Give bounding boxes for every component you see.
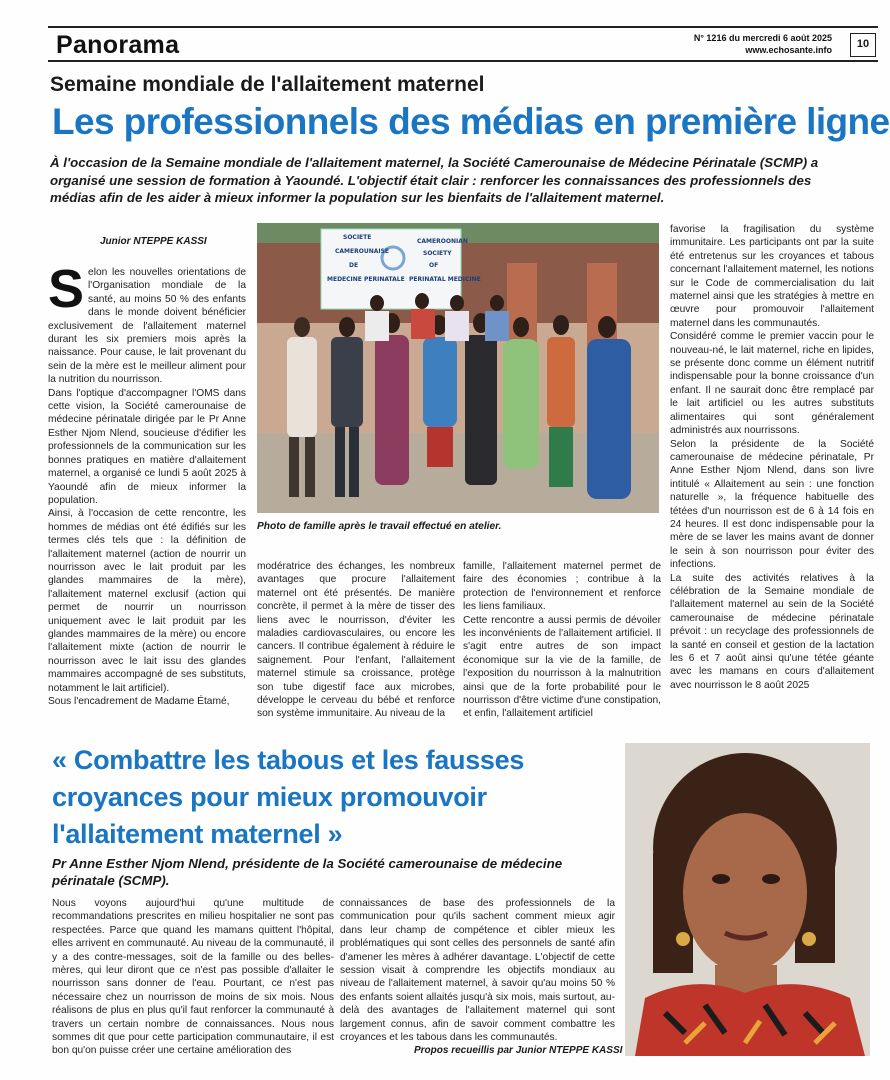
banner-text: MEDECINE PERINATALE <box>327 276 405 283</box>
article-column-3 <box>463 560 661 724</box>
paragraph: favorise la fragilisation du système immunitaire. Les participants ont par la suite été entretenus sur les croyances et tabous concernant l'allaitement maternel, les notions sur le Code de commercialisation du lait maternel ainsi que les stratégies à mettre en œuvre pour promouvoir l'allaitement maternel dans les communautés. <box>670 224 874 329</box>
article-column-1 <box>48 266 246 720</box>
section-title: Panorama <box>56 31 180 59</box>
interview-headline <box>52 742 612 853</box>
group-photo-illustration <box>257 223 659 513</box>
paragraph: Dans l'optique d'accompagner l'OMS dans cette vision, la Société camerounaise de médecine périnatale dirigée par le Pr Anne Esther Njom Nlend, soucieuse d'édifier les professionnels de la communication sur les bonnes pratiques en matière d'allaitement maternel, a organisé ce lundi 5 août 2025 à Yaoundé afin de mieux informer la population. <box>48 387 246 506</box>
group-photo <box>257 223 659 513</box>
website: www.echosante.info <box>745 45 832 55</box>
photo-caption: Photo de famille après le travail effectué en atelier. <box>257 521 502 532</box>
interview-credit: Propos recueillis par Junior NTEPPE KASSI <box>414 1045 623 1056</box>
paragraph: Nous voyons aujourd'hui qu'une multitude de recommandations prescrites en milieu hospitalier ne sont pas respectées. Parce que quand les mamans quittent l'hôpital, elles arrivent en communauté. Au niveau de la communauté, il y a des contre-messages, soit de la famille ou des belles-mères, qui leur diront que ce n'est pas possible d'allaiter le nourrisson sans donner de l'eau. Pourtant, ce n'est pas nécessaire chez un nourrisson de moins de six mois. Nous réalisons de plus en plus qu'il faut renforcer la communauté à travers un certain nombre de connaissances. Nous nous sommes dit que pour cette participation communautaire, il est bon qu'on puisse créer une certaine amélioration des <box>52 898 334 1057</box>
paragraph: famille, l'allaitement maternel permet de faire des économies ; contribue à la protection de l'environnement et renforce les liens familiaux. <box>463 561 661 613</box>
interview-subtitle: Pr Anne Esther Njom Nlend, présidente de la Société camerounaise de médecine périnatale (SCMP). <box>52 856 563 888</box>
paragraph: Considéré comme le premier vaccin pour le nouveau-né, le lait maternel, riche en lipides, se présente donc comme un élément nutritif indispensable pour la bonne croissance d'un enfant. Il ne saurait donc être remplacé par le lait artificiel ou les autres substituts alimentaires qui sont généralement administrés aux nourrissons. <box>670 331 874 437</box>
interview-column-1 <box>52 897 334 1062</box>
interview-column-2 <box>340 897 615 1043</box>
headline-line: croyances pour mieux promouvoir <box>52 782 487 812</box>
banner-text: SOCIETY <box>423 250 452 257</box>
paragraph: elon les nouvelles orientations de l'Organisation mondiale de la santé, au moins 50 % des enfants dans le monde doivent bénéficier exclusivement de l'allaitement maternel durant les six premiers mois après la naissance. Pour cause, le lait provenant du sein de la mère est le meilleur aliment pour la nutrition du nourrisson. <box>48 267 246 386</box>
banner-text: DE <box>349 262 359 269</box>
banner-text: CAMEROONIAN <box>417 238 468 245</box>
paragraph: modératrice des échanges, les nombreux avantages que procure l'allaitement maternel ont été présentés. De manière concrète, il permet à la mère de tisser des liens avec le nourrisson, d'éviter les maladies cardiovasculaires, ou encore les cancers. Il contribue également à réduire le saignement. Pour l'enfant, l'allaitement maternel stimule sa croissance, protège son tube digestif face aux microbes, développe le cerveau du bébé et renforce son système immunitaire. Au niveau de la <box>257 561 455 720</box>
byline: Junior NTEPPE KASSI <box>100 236 207 247</box>
headline-line: l'allaitement maternel » <box>52 819 343 849</box>
article-lead: À l'occasion de la Semaine mondiale de l'allaitement maternel, la Société Camerounaise de Médecine Périnatale (SCMP) a organisé une session de formation à Yaoundé. L'objectif était clair : renforcer les connaissances des professionnels des médias afin de les aider à mieux informer la population sur les bienfaits de l'allaitement maternel. <box>50 155 819 205</box>
article-column-4 <box>670 223 874 713</box>
portrait-illustration <box>625 743 870 1056</box>
paragraph: La suite des activités relatives à la célébration de la Semaine mondiale de l'allaitement maternel au sein de la Société camerounaise de médecine périnatale prévoit : un recyclage des professionnels de la santé en conseil et gestion de la lactation les 6 et 7 août ainsi qu'une tétée géante avec les mamans en cours d'allaitement avec nourrisson le 8 août 2025 <box>670 572 874 691</box>
paragraph: Cette rencontre a aussi permis de dévoiler les inconvénients de l'allaitement artificiel. Il s'agit entre autres de son impact économique sur la vie de la famille, de l'exposition du nourrisson à la malnutrition ainsi que de la forte probabilité pour le nourrisson d'être victime d'une constipation, et enfin, l'allaitement artificiel <box>463 614 661 720</box>
paragraph: Ainsi, à l'occasion de cette rencontre, les hommes de médias ont été édifiés sur les termes clés tels que : la définition de l'allaitement maternel (action de nourrir un nourrisson avec le lait produit par les glandes mammaires de la mère), l'allaitement maternel exclusif (action qui permet de nourrir un nourrisson uniquement avec le lait produit par les glandes mammaires de la mère) ou encore l'allaitement mixte (action de nourrir le nourrisson avec le lait issu des glandes mammaires accompagné de ses substituts, notamment le lait artificiel). <box>48 508 246 694</box>
paragraph: Selon la présidente de la Société camerounaise de médecine périnatale, Pr Anne Esther Njom Nlend, dans son livre intitulé « Allaitement au sein : une fonction naturelle », la fréquence habituelle des tétées d'un nourrisson est de 6 à 14 fois en 24 heures. Il est donc indispensable pour la mère de se laver les mains avant de donner le sein à son nourrisson pour éviter des infections. <box>670 438 874 571</box>
banner-text: OF <box>429 262 439 269</box>
article-headline: Les professionnels des médias en première ligne <box>52 101 890 142</box>
headline-line: « Combattre les tabous et les fausses <box>52 745 525 775</box>
drop-cap: S <box>48 266 85 319</box>
issue-info <box>694 32 832 56</box>
paragraph: connaissances de base des professionnels de la communication pour qu'ils sachent comment mieux agir dans leur champ de compétence et cibler mieux les problématiques qui sont celles des personnels de santé afin d'amener les mères à adhérer davantage. L'objectif de cette session visait à comprendre les objectifs mondiaux au niveau de l'allaitement maternel, à savoir qu'au moins 50 % des enfants soient allaités jusqu'à six mois, mais surtout, au-delà des avantages de l'allaitement maternel qui sont largement connus, afin de savoir comment combattre les croyances et les tabous dans les communautés. <box>340 898 615 1043</box>
article-column-2 <box>257 560 455 724</box>
banner-text: CAMEROUNAISE <box>335 248 390 255</box>
portrait-photo <box>625 743 870 1056</box>
paragraph: Sous l'encadrement de Madame Étamé, <box>48 696 230 707</box>
page-number: 10 <box>850 33 876 57</box>
issue-line: N° 1216 du mercredi 6 août 2025 <box>693 33 832 43</box>
masthead <box>48 26 878 62</box>
article-kicker: Semaine mondiale de l'allaitement maternel <box>50 73 485 96</box>
banner-text: PERINATAL MEDICINE <box>409 276 481 283</box>
banner-text: SOCIETE <box>343 234 372 241</box>
